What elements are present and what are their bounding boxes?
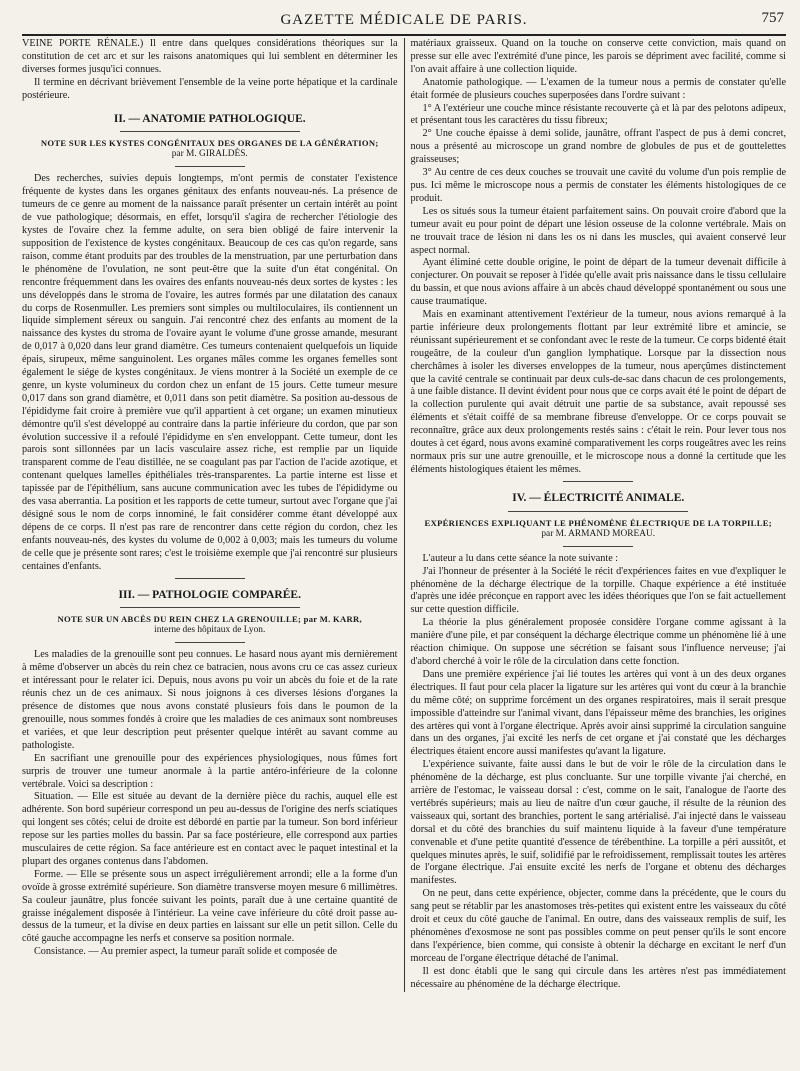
left-column [22,38,405,992]
paragraph: matériaux graisseux. Quand on la touche on conserve cette conviction, mais quand on presse sur elle avec l'extrémité d'une pince, les parois se dépriment avec facilité, comme si l'on avait affaire à une collection liquide. [410,38,786,75]
paragraph: Des recherches, suivies depuis longtemps, m'ont permis de constater l'existence fréquente de kystes dans les organes génitaux des enfants nouveau-nés. La présence de tumeurs de ce genre au moment de la naissance paraît présenter un certain intérêt au point de vue pathologique; désormais, en effet, lorsqu'il s'agira de rechercher l'étiologie des kystes de l'ovaire chez la femme adulte, on sera bien obligé de faire intervenir la supposition de l'existence de kystes congénitaux. Beaucoup de ces cas qu'on regarde, sans raison, comme étant produits par des troubles de la menstruation, par une perturbation dans le phénomène de l'ovulation, ne sont peut-être que la suite d'un état congénital. On rencontre fréquemment dans les ovaires des enfants nouveau-nés deux sortes de kystes : les uns développés dans le stroma de l'ovaire, les autres formés par une dilatation des canaux du corps de Rosenmuller. Les premiers sont simples ou multiloculaires, ils contiennent un liquide simplement séreux ou sanguin. J'ai rencontré chez des enfants au moment de la naissance des kystes du stroma de l'ovaire ayant le volume d'une grosse amande, mesurant de 0,017 à 0,020 dans leur grand diamètre. Ces tumeurs contenaient quelquefois un liquide épais, sirupeux, même sanguinolent. Les organes mâles comme les organes femelles sont également le siége de kystes congénitaux. Je viens montrer à la Société un exemple de ce genre, un kyste volumineux du cordon chez un enfant de 15 jours. Cette tumeur mesure 0,017 dans son grand diamètre, et 0,011 dans son petit diamètre. Sa position au-dessous de l'épididyme fait croire à première vue qu'il appartient à cet organe; un examen minutieux démontre qu'il s'est développé au contraire dans la partie inférieure du cordon, que par son évolution successive il a refoulé l'épididyme en s'en enveloppant. Cette tumeur, dont les parois sont sillonnées par un lacis vasculaire assez riche, est remplie par un liquide transparent comme de l'eau distillée, ne se coagulant pas par l'action de l'acide azotique, et contenant quelques lamelles épithéliales très-transparentes. La partie interne est lisse et tapissée par de l'épithélium, sans aucune communication avec les tubes de l'épididyme ou des vasa aberrantia. La position et les rapports de cette tumeur, surtout avec l'organe que j'ai désigné sous le nom de corps innominé, le fait considérer comme étant développé aux dépens de ce corps. Il n'est pas rare de rencontrer dans cette région du cordon, chez les enfants nouveau-nés, des kystes du volume de 0,002 à 0,003; mais les tumeurs du volume de celle que je présente sont rares; c'est le troisième exemple que j'ai rencontré sur plusieurs centaines d'enfants. [22,173,398,572]
section-heading: IV. — ÉLECTRICITÉ ANIMALE. [512,491,685,504]
paragraph: VEINE PORTE RÉNALE.) Il entre dans quelques considérations théoriques sur la constitution de cet arc et sur les raisons anatomiques qui lui semblent en déterminer les diverses formes jusqu'ici connues. [22,38,398,75]
article-heading [22,614,398,636]
paragraph: Anatomie pathologique. — L'examen de la tumeur nous a permis de constater qu'elle était formée de plusieurs couches superposées dans l'ordre suivant : [410,76,786,101]
article-author: par M. ARMAND MOREAU. [541,528,656,539]
page-header [22,6,786,36]
article-title: EXPÉRIENCES EXPLIQUANT LE PHÉNOMÈNE ÉLECTRIQUE DE LA TORPILLE; [424,517,772,528]
paragraph: Les os situés sous la tumeur étaient parfaitement sains. On pouvait croire d'abord que la tumeur avait eu pour point de départ une lésion osseuse de la colonne vertébrale. Mais on ne trouvait trace de lésion ni dans les os ni dans les muscles, qui avaient conservé leur aspect normal. [410,205,786,256]
paragraph: En sacrifiant une grenouille pour des expériences physiologiques, nous fûmes fort surpris de trouver une tumeur anormale à la partie antéro-inférieure de la colonne vertébrale. Voici sa description : [22,752,398,790]
divider [563,546,633,547]
divider [120,607,300,608]
divider [508,511,688,512]
paragraph: Les maladies de la grenouille sont peu connues. Le hasard nous ayant mis dernièrement à même d'observer un abcès du rein chez ce batracien, nous avons cru ce cas assez curieux et intéressant pour le relater ici. Depuis, nous avons pu voir un abcès du foie et de la rate réunis chez un de ces animaux. Si nous joignons à ces diverses lésions d'organes la présence de distomes que nous avons constaté plusieurs fois dans le poumon de la grenouille, nous sommes fondés à croire que les maladies de ces animaux sont nombreuses et variées, et que leur description peut présenter quelque intérêt au savant comme au pathologiste. [22,649,398,751]
article-title: NOTE SUR LES KYSTES CONGÉNITAUX DES ORGANES DE LA GÉNÉRATION; [40,138,379,149]
paragraph: Ayant éliminé cette double origine, le point de départ de la tumeur devenait difficile à conjecturer. On pouvait se reposer à l'idée qu'elle avait pris naissance dans le tissu cellulaire du bassin, et que nous avions affaire à un abcès chaud développé spontanément ou sous une cause traumatique. [410,257,786,308]
paragraph: La théorie la plus généralement proposée considère l'organe comme agissant à la manière d'une pile, et par conséquent la décharge électrique comme un phénomène lié à une réaction chimique. On suppose une sécrétion se faisant sous l'influence nerveuse; j'ai d'abord cherché à voir le rôle de la circulation dans cette fonction. [410,617,786,667]
paragraph: Forme. — Elle se présente sous un aspect irrégulièrement arrondi; elle a la forme d'un ovoïde à grosse extrémité supérieure. Son diamètre transverse moyen mesure 6 millimètres. Sa couleur jaunâtre, plus foncée suivant les points, paraît due à une certaine quantité de graisse inégalement disposée à l'intérieur. La veine cave inférieure du côté droit passe au-dessus de la tumeur, et la divise en deux parties en laissant sur elle un petit sillon. Celle du côté gauche accompagne les nerfs et conserve sa position normale. [22,868,398,945]
divider [175,642,245,643]
paragraph: On ne peut, dans cette expérience, objecter, comme dans la précédente, que le cours du sang peut se rétablir par les anastomoses très-petites qui existent entre les vaisseaux du côté droit et ceux du côté gauche de l'animal. En outre, dans des vaisseaux remplis de suif, les phénomènes d'exosmose ne sont pas possibles comme on peut penser qu'ils le sont encore dans l'expérience, bien comme, qui consiste à obtenir la décharge en excitant le nerf d'un morceau de l'organe électrique détaché de l'animal. [410,888,786,964]
paragraph: Situation. — Elle est située au devant de la dernière pièce du rachis, auquel elle est adhérente. Son bord supérieur correspond un peu au-dessus de l'origine des nerfs sciatiques qui longent ses côtés; celui de droite est débordé en partie par la tumeur. Son bord inférieur repose sur les parties molles du bassin. Par sa face postérieure, elle correspond aux parties musculaires de cette région. Sa face antérieure est en contact avec le paquet intestinal et la plupart des organes contenus dans l'abdomen. [22,791,398,867]
section-heading: III. — PATHOLOGIE COMPARÉE. [118,588,301,601]
paragraph: 3° Au centre de ces deux couches se trouvait une cavité du volume d'un pois remplie de pus. Ici même le microscope nous a permis de constater les éléments histologiques de ce produit. [410,167,786,204]
paragraph: 2° Une couche épaisse à demi solide, jaunâtre, offrant l'aspect de pus à demi concret, nous a présenté au microscope un grand nombre de globules de pus et de gouttelettes graisseuses; [410,128,786,166]
section-heading: II. — ANATOMIE PATHOLOGIQUE. [113,112,306,125]
page-number: 757 [761,10,784,26]
article-author: par M. GIRALDÈS. [171,149,248,160]
right-column [405,38,787,992]
paragraph: 1° A l'extérieur une couche mince résistante recouverte çà et là par des pelotons adipeux, et présentant tous les caractères du tissu fibreux; [410,102,786,127]
divider [563,481,633,482]
article-author: interne des hôpitaux de Lyon. [154,625,266,636]
paragraph: Il termine en décrivant brièvement l'ensemble de la veine porte hépatique et la cardinale postérieure. [22,76,398,101]
article-title: NOTE SUR UN ABCÈS DU REIN CHEZ LA GRENOUILLE; par M. KARR, [57,614,362,625]
divider [175,578,245,579]
article-heading [411,518,787,540]
paragraph: J'ai l'honneur de présenter à la Société le récit d'expériences faites en vue d'expliquer le phénomène de la décharge électrique de la torpille. Chaque expérience a été instituée d'après une idée préconçue en rapport avec les idées théoriques que l'on se fait actuellement sur cette question difficile. [410,565,786,616]
journal-title: GAZETTE MÉDICALE DE PARIS. [280,12,528,28]
paragraph: Consistance. — Au premier aspect, la tumeur paraît solide et composée de [34,946,337,958]
divider [175,166,245,167]
paragraph: L'auteur a lu dans cette séance la note suivante : [422,552,619,564]
text-columns [22,38,786,992]
paragraph: L'expérience suivante, faite aussi dans le but de voir le rôle de la circulation dans le phénomène de la décharge, est plus concluante. Sur une torpille vivante j'ai cherché, en arrière de l'estomac, le vaisseau dorsal : c'est, comme on le sait, l'analogue de l'aorte des vertébrés supérieurs; mais au lieu de naître d'un cœur gauche, il résulte de la réunion des vaisseaux qui, sortant des branchies, portent le sang artérialisé. J'ai injecté dans le vaisseau dorsal et du côté des branchies du suif maintenu liquide à la faveur d'une température convenable et d'une petite quantité d'essence de térébenthine. La torpille a péri aussitôt, et quelques minutes après, le suif, solidifié par le refroidissement, remplissait toutes les artères de l'organe électrique. J'ai ensuite excité les nerfs de l'organe et obtenu des décharges manifestes. [410,759,786,887]
paragraph: Il est donc établi que le sang qui circule dans les artères n'est pas immédiatement nécessaire au phénomène de la décharge électrique. [410,965,786,990]
divider [120,131,300,132]
paragraph: Dans une première expérience j'ai lié toutes les artères qui vont à un des deux organes électriques. Il faut pour cela placer la ligature sur les artères qui vont du cœur à la branchie du même côté; on supprime forcément un des organes respiratoires, mais il serait presque impossible d'atteindre sur l'animal vivant, dans l'épaisseur même des branchies, les origines des artères qui vont à l'organe électrique. Après avoir ainsi supprimé la circulation sanguine dans un des organes, j'ai excité les nerfs de cet organe et j'ai constaté que les décharges électriques étaient encore aussi manifestes qu'avant la ligature. [410,668,786,758]
article-heading [22,138,398,160]
paragraph: Mais en examinant attentivement l'extérieur de la tumeur, nous avions remarqué à la partie inférieure deux prolongements flottant par leur extrémité libre et amincie, se réunissant supérieurement et se confondant avec le reste de la tumeur. Ce corps bidenté était rougeâtre, de la couleur d'un ganglion lymphatique. Lorsque par la dissection nous cherchâmes à isoler les diverses enveloppes de la tumeur, nous aperçûmes distinctement que la cavité centrale se continuait par deux culs-de-sac dans chacun de ces prolongements, à une faible distance. Il devint évident pour nous que ce corps avait été le point de départ de la collection purulente qui avait détruit une partie de sa substance, avait repoussé ses éléments et s'était coiffé de sa membrane fibreuse d'enveloppe. Or ce corps pouvait se reconnaître, grâce aux deux prolongements restés sains : c'était le rein. Pour lever tous nos doutes à cet égard, nous avons examiné comparativement les corps rougeâtres avec les reins normaux pris sur une autre grenouille, et le microscope nous a donné la certitude que les éléments histologiques étaient les mêmes. [410,309,786,475]
